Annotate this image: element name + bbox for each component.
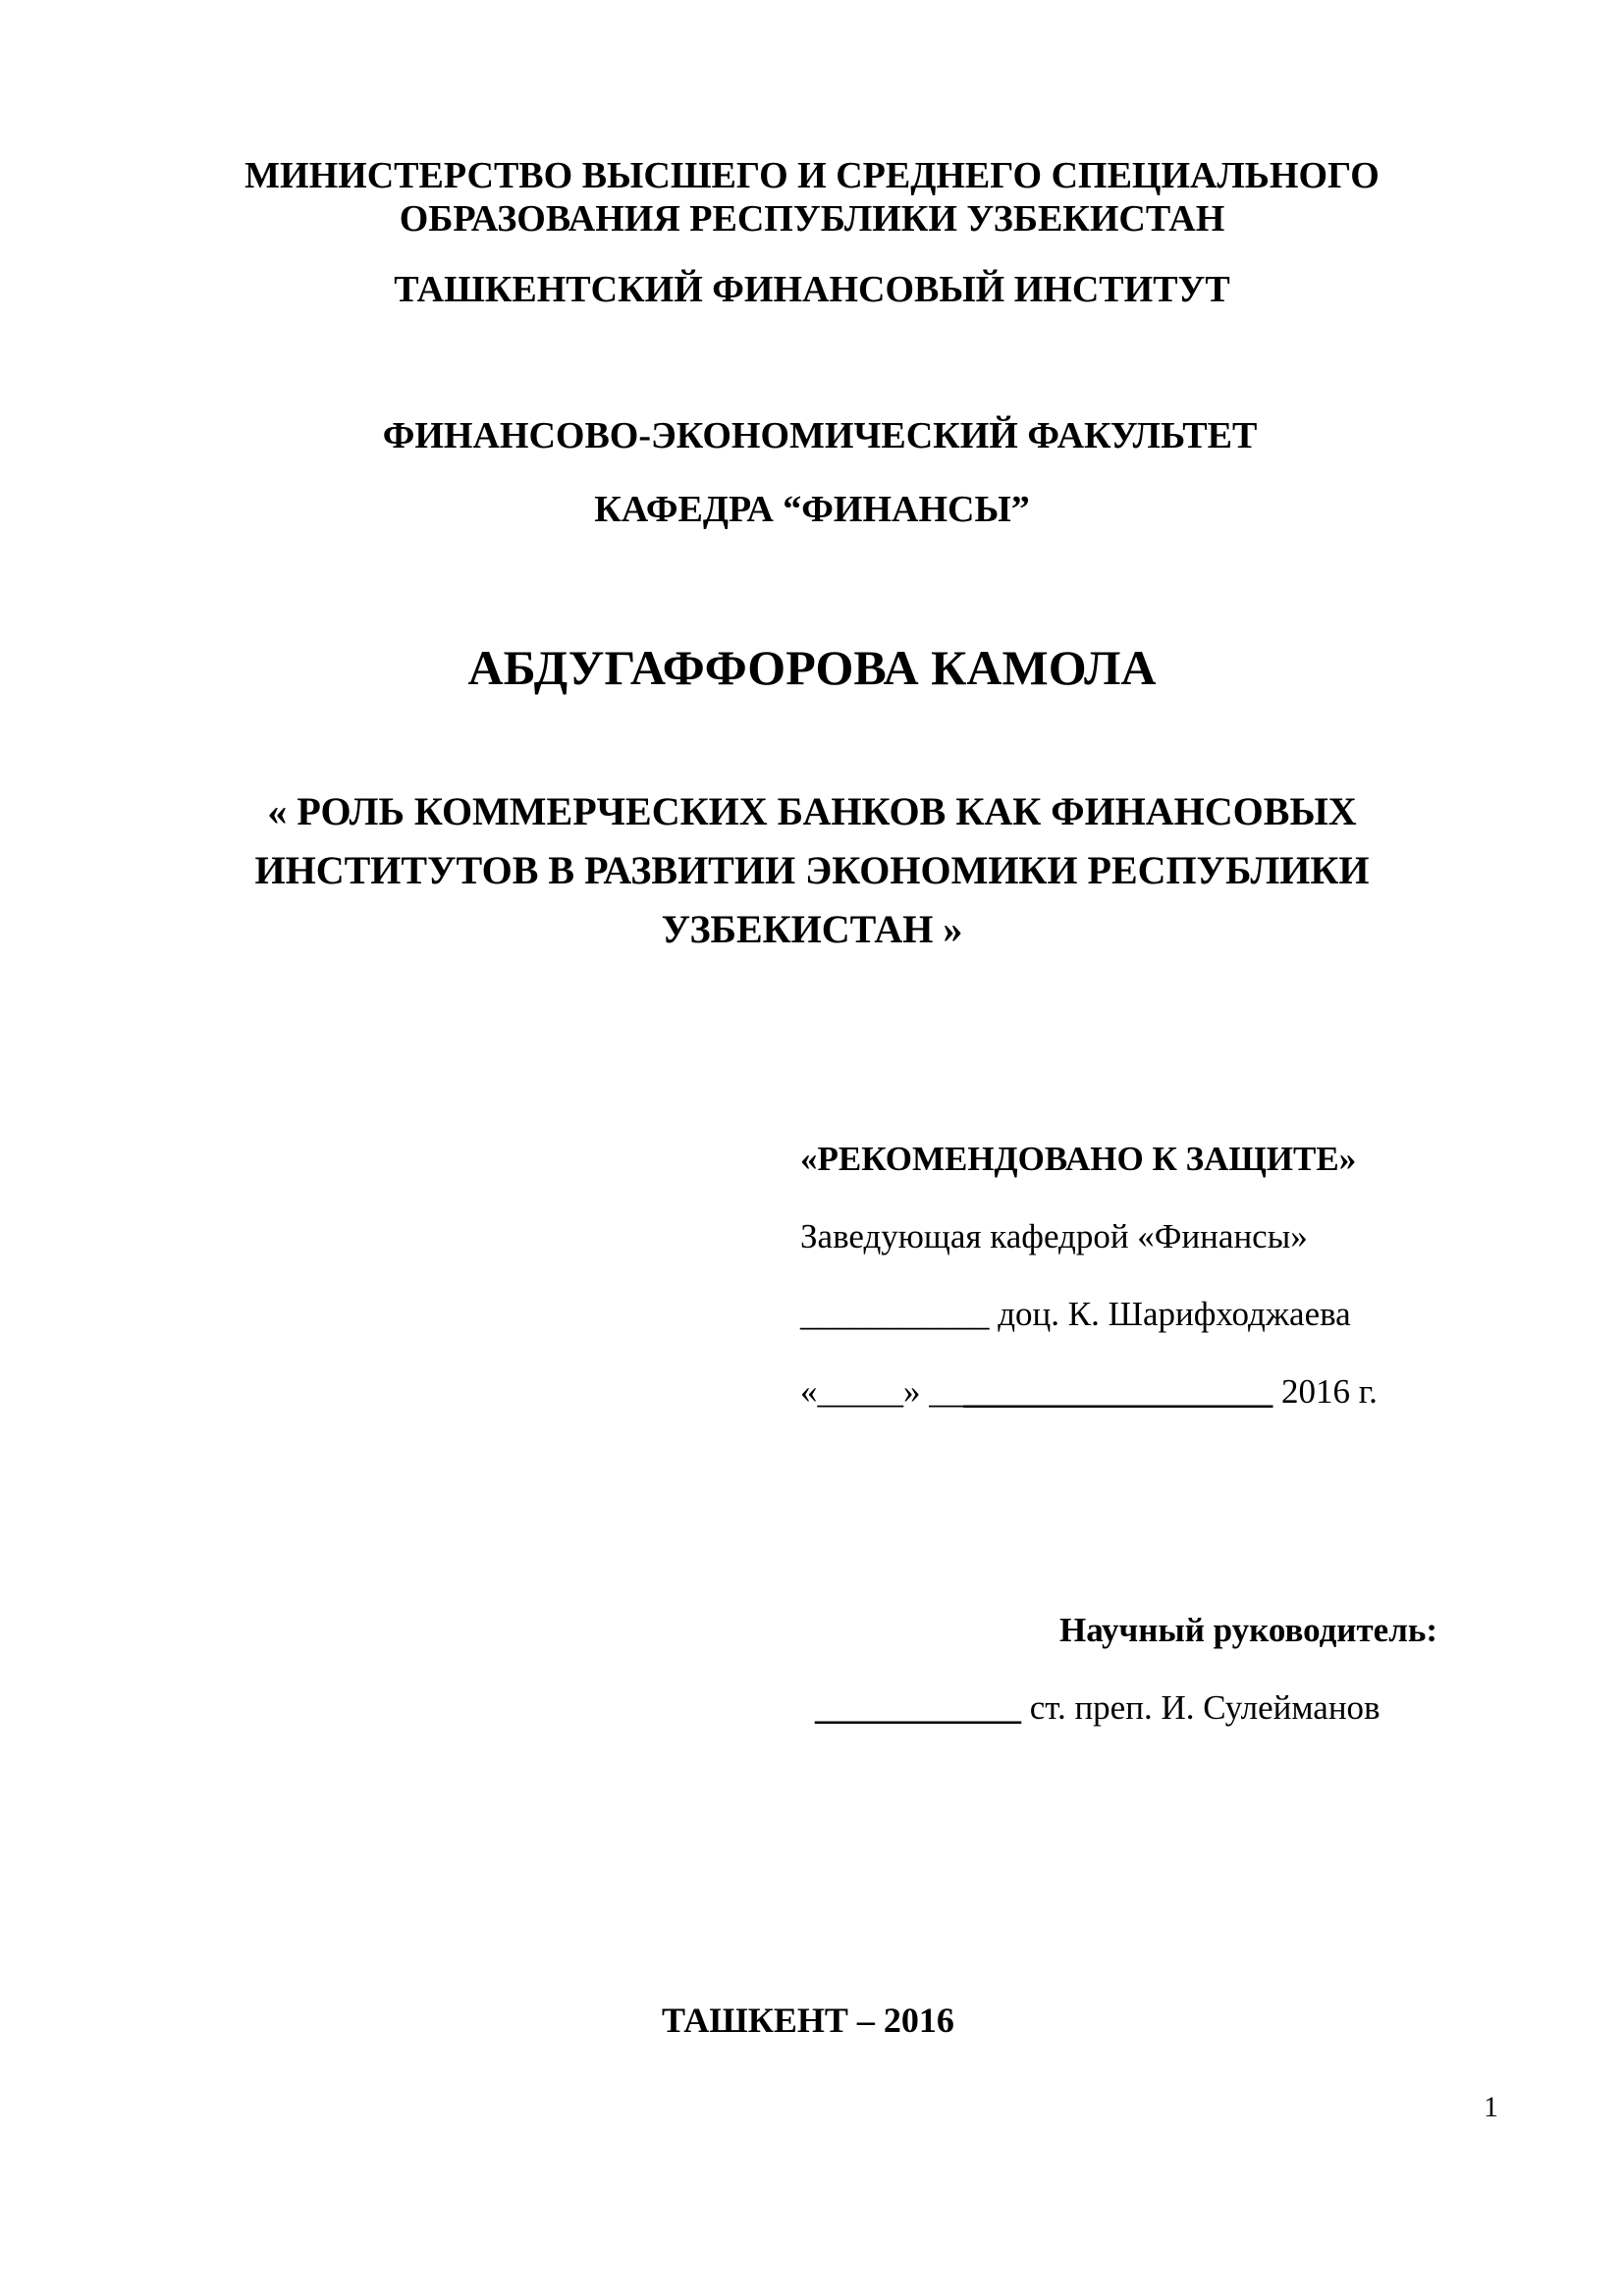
supervisor-signature-line bbox=[815, 1688, 1380, 1728]
recommendation-date-line bbox=[800, 1372, 1378, 1412]
department-head-signature-line bbox=[800, 1295, 1351, 1334]
faculty-name: ФИНАНСОВО-ЭКОНОМИЧЕСКИЙ ФАКУЛЬТЕТ bbox=[382, 415, 1258, 456]
thesis-title-line-1: « РОЛЬ КОММЕРЧЕСКИХ БАНКОВ КАК ФИНАНСОВЫХ bbox=[267, 789, 1357, 833]
city-year: ТАШКЕНТ – 2016 bbox=[662, 2001, 954, 2040]
page-number: 1 bbox=[1484, 2091, 1498, 2123]
date-open-quote: « bbox=[800, 1372, 818, 1411]
date-close-quote: » __ bbox=[903, 1372, 964, 1411]
department-head-position: Заведующая кафедрой «Финансы» bbox=[800, 1217, 1308, 1255]
ministry-line-1: МИНИСТЕРСТВО ВЫСШЕГО И СРЕДНЕГО СПЕЦИАЛЬНОГО bbox=[244, 155, 1380, 196]
signature-blank: ___________ bbox=[800, 1295, 990, 1333]
date-day-blank: _____ bbox=[817, 1372, 903, 1411]
department-name: КАФЕДРА “ФИНАНСЫ” bbox=[594, 489, 1030, 530]
supervisor-heading: Научный руководитель: bbox=[1059, 1611, 1437, 1649]
thesis-title-line-2: ИНСТИТУТОВ В РАЗВИТИИ ЭКОНОМИКИ РЕСПУБЛИКИ bbox=[254, 848, 1370, 892]
author-name: АБДУГАФФОРОВА КАМОЛА bbox=[467, 640, 1157, 695]
date-month-blank: __________________ bbox=[963, 1372, 1273, 1411]
supervisor-name: ст. преп. И. Сулейманов bbox=[1021, 1688, 1380, 1727]
institute-name: ТАШКЕНТСКИЙ ФИНАНСОВЫЙ ИНСТИТУТ bbox=[394, 269, 1230, 310]
date-year: 2016 г. bbox=[1272, 1372, 1378, 1411]
department-head-name: доц. К. Шарифходжаева bbox=[989, 1295, 1351, 1333]
supervisor-signature-blank: ____________ bbox=[815, 1688, 1021, 1727]
recommendation-heading: «РЕКОМЕНДОВАНО К ЗАЩИТЕ» bbox=[800, 1140, 1357, 1178]
ministry-line-2: ОБРАЗОВАНИЯ РЕСПУБЛИКИ УЗБЕКИСТАН bbox=[399, 198, 1225, 240]
thesis-title-line-3: УЗБЕКИСТАН » bbox=[661, 907, 963, 951]
